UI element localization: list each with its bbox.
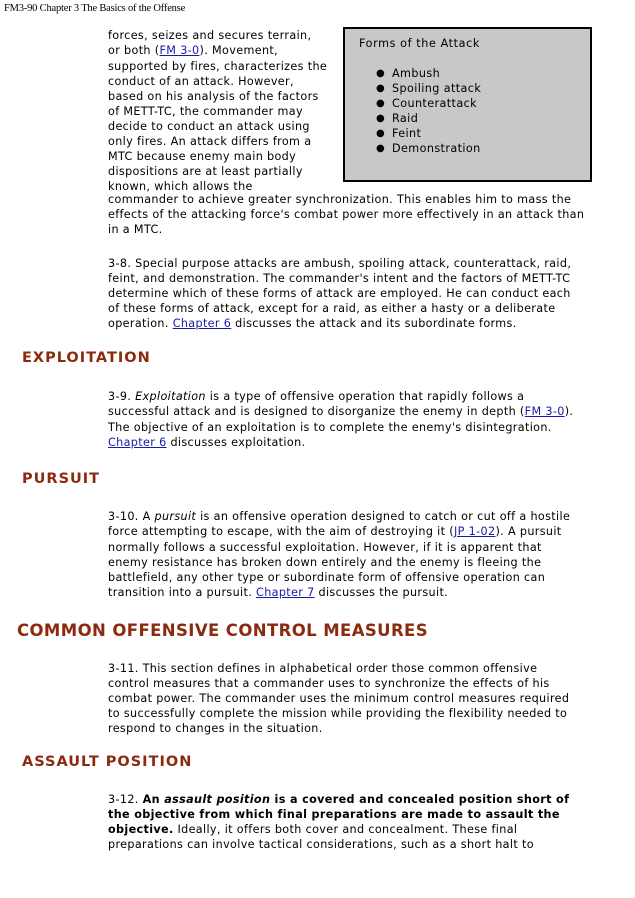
text-line: 3-11. This section defines in alphabetical order those common offensive [108, 662, 538, 675]
chapter-6-link[interactable]: Chapter 6 [108, 436, 167, 449]
list-item: ● Counterattack [376, 97, 478, 110]
text-line: based on his analysis of the factors [108, 90, 319, 103]
bullet-icon: ● [376, 98, 386, 109]
text-line: commander to achieve greater synchronization. This enables him to mass the [108, 193, 572, 206]
text-line: The objective of an exploitation is to complete the enemy's disintegration. [108, 421, 552, 434]
bullet-icon: ● [376, 128, 386, 139]
text-line: objective. Ideally, it offers both cover and concealment. These final [108, 823, 518, 836]
text-line: determine which of these forms of attack are employed. He can conduct each [108, 287, 571, 300]
forms-of-attack-list [373, 66, 481, 156]
list-item: ● Feint [376, 127, 422, 140]
text-line: to successfully complete the mission while providing the flexibility needed to [108, 707, 568, 720]
heading-assault-position: ASSAULT POSITION [22, 754, 193, 770]
text-line: force attempting to escape, with the aim of destroying it (JP 1-02). A pursuit [108, 525, 562, 538]
text-line: supported by fires, characterizes the [108, 60, 328, 73]
text-line: Chapter 6 discusses exploitation. [108, 436, 306, 449]
list-item: ● Spoiling attack [376, 82, 482, 95]
text-line: preparations can involve tactical considerations, such as a short halt to [108, 838, 534, 851]
text-line: of these forms of attack, except for a raid, as either a hasty or a deliberate [108, 302, 556, 315]
fm-3-0-link[interactable]: FM 3-0 [524, 405, 565, 418]
text-line: decide to conduct an attack using [108, 120, 310, 133]
text-line: only fires. An attack differs from a [108, 135, 312, 148]
text-line: the objective from which final preparations are made to assault the [108, 808, 560, 821]
forms-of-attack-box [343, 27, 592, 182]
chapter-7-link[interactable]: Chapter 7 [256, 586, 315, 599]
heading-pursuit: PURSUIT [22, 471, 101, 487]
heading-exploitation: EXPLOITATION [22, 350, 151, 366]
fm-3-0-link[interactable]: FM 3-0 [159, 44, 200, 57]
box-title: Forms of the Attack [359, 37, 480, 50]
heading-common-offensive-control-measures: COMMON OFFENSIVE CONTROL MEASURES [17, 621, 429, 640]
text-line: successful attack and is designed to disorganize the enemy in depth (FM 3-0). [108, 405, 574, 418]
text-line: 3-12. An assault position is a covered and concealed position short of [108, 793, 570, 806]
page-header: FM3-90 Chapter 3 The Basics of the Offense [4, 3, 186, 14]
text-line: 3-8. Special purpose attacks are ambush, spoiling attack, counterattack, raid, [108, 257, 572, 270]
text-line: battlefield, any other type or subordinate form of offensive operation can [108, 571, 546, 584]
text-line: dispositions are at least partially [108, 165, 303, 178]
text-line: in a MTC. [108, 223, 163, 236]
text-line: enemy resistance has broken down entirely and the enemy is fleeing the [108, 556, 542, 569]
bullet-icon: ● [376, 143, 386, 154]
bullet-icon: ● [376, 113, 386, 124]
text-line: known, which allows the [108, 180, 253, 193]
list-item: ● Demonstration [376, 142, 481, 155]
bullet-icon: ● [376, 68, 386, 79]
text-line: operation. Chapter 6 discusses the attack and its subordinate forms. [108, 317, 517, 330]
text-line: MTC because enemy main body [108, 150, 297, 163]
text-line: effects of the attacking force's combat power more effectively in an attack than [108, 208, 585, 221]
text-line: combat power. The commander uses the minimum control measures required [108, 692, 570, 705]
list-item: ● Ambush [376, 67, 441, 80]
jp-1-02-link[interactable]: JP 1-02 [454, 525, 496, 538]
text-line: of METT-TC, the commander may [108, 105, 303, 118]
text-line: transition into a pursuit. Chapter 7 discusses the pursuit. [108, 586, 449, 599]
bullet-icon: ● [376, 83, 386, 94]
chapter-6-link[interactable]: Chapter 6 [172, 317, 232, 330]
text-line: forces, seizes and secures terrain, [108, 29, 312, 42]
text-line: 3-10. A pursuit is an offensive operation designed to catch or cut off a hostile [108, 510, 571, 523]
list-item: ● Raid [376, 112, 419, 125]
text-line: normally follows a successful exploitation. However, if it is apparent that [108, 541, 542, 554]
text-line: 3-9. Exploitation is a type of offensive operation that rapidly follows a [108, 390, 525, 403]
text-line: respond to changes in the situation. [108, 722, 323, 735]
text-line: feint, and demonstration. The commander's intent and the factors of METT-TC [108, 272, 571, 285]
text-line: conduct of an attack. However, [108, 75, 294, 88]
text-line: or both (FM 3-0). Movement, [108, 44, 279, 57]
text-line: control measures that a commander uses to synchronize the effects of his [108, 677, 550, 690]
